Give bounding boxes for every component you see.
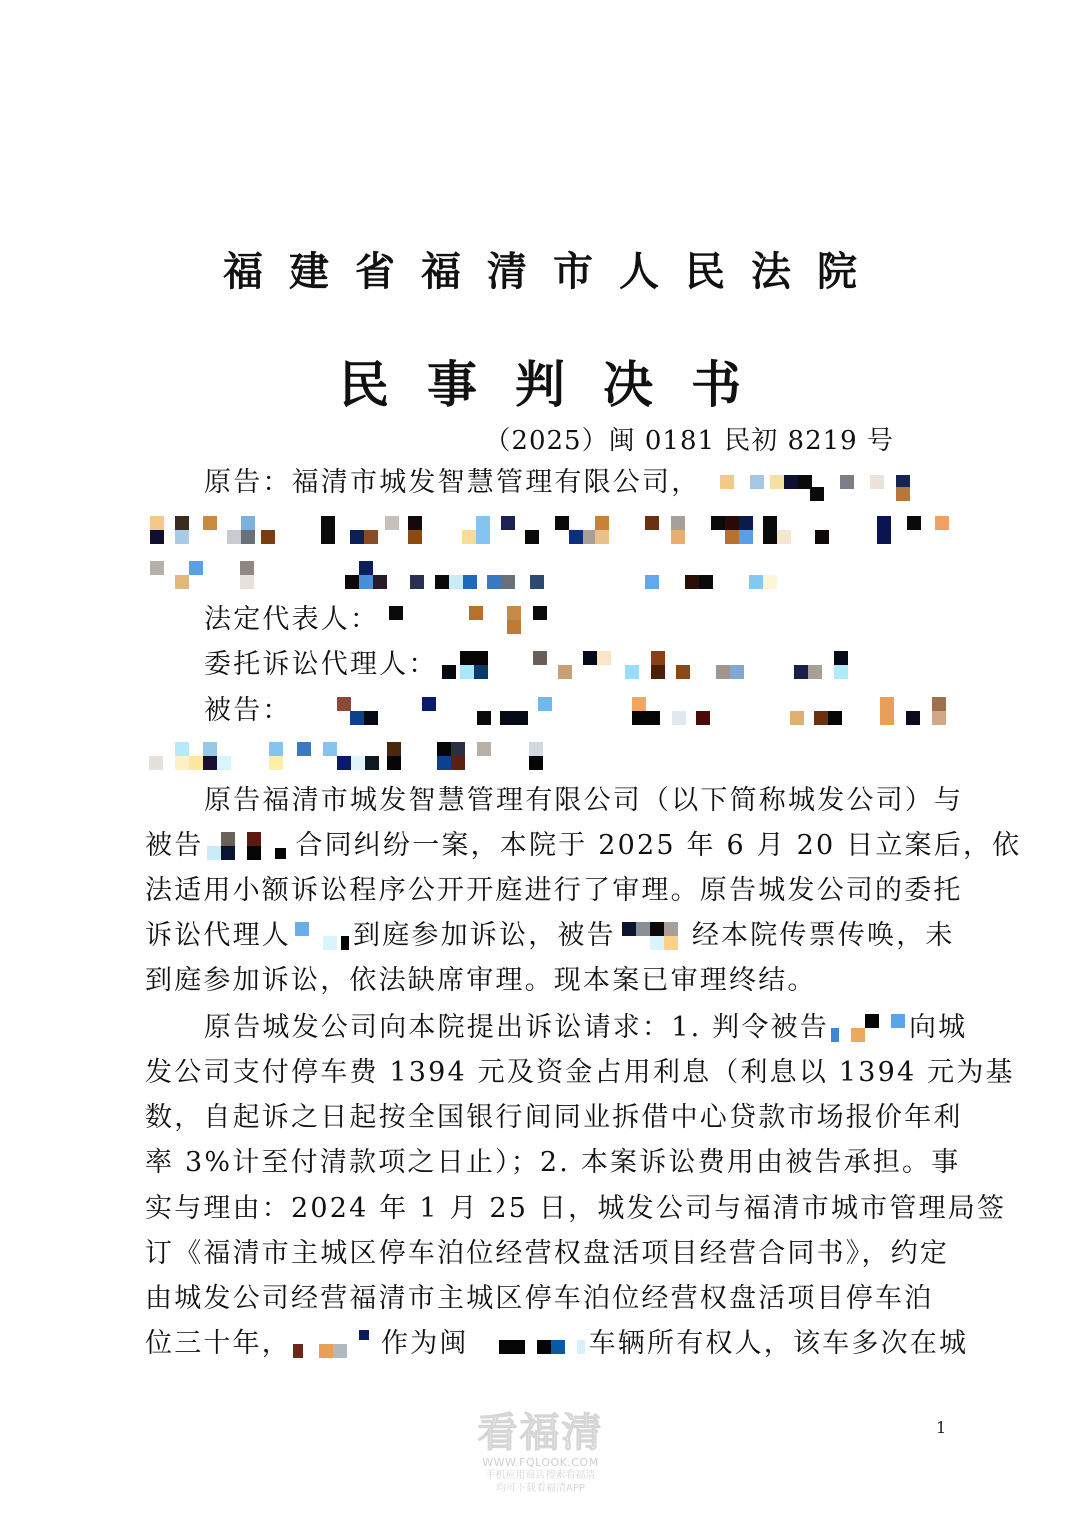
watermark-url: WWW.FQLOOK.COM <box>482 1456 599 1469</box>
text-segment: 作为闽 <box>381 1328 469 1359</box>
legal-representative-line <box>204 597 1004 642</box>
paragraph-2-line-4: 率 3%计至付清款项之日止）；2. 本案诉讼费用由被告承担。事 <box>145 1147 961 1178</box>
document-type-title: 民事判决书 <box>339 355 779 414</box>
paragraph-2-line-7: 由城发公司经营福清市主城区停车泊位经营权盘活项目停车泊 <box>145 1283 934 1314</box>
plaintiff-address-redacted-2 <box>145 550 945 595</box>
redacted-block <box>469 1330 589 1360</box>
redacted-block <box>438 651 858 681</box>
agent-label: 委托诉讼代理人： <box>204 649 438 680</box>
plaintiff-name: 福清市城发智慧管理有限公司， <box>291 467 701 498</box>
paragraph-2-line-8 <box>145 1321 969 1366</box>
paragraph-2-line-6: 订《福清市主城区停车泊位经营权盘活项目经营合同书》，约定 <box>145 1238 950 1269</box>
redacted-block <box>145 559 795 589</box>
redacted-block <box>291 922 353 952</box>
plaintiff-label: 原告： <box>204 467 292 498</box>
paragraph-1-line-4 <box>145 913 955 958</box>
redacted-block <box>291 1330 381 1360</box>
text-segment: 到庭参加诉讼，被告 <box>353 920 616 951</box>
text-segment: 合同纠纷一案，本院于 2025 年 6 月 20 日立案后，依 <box>295 830 1022 861</box>
text-segment: 被告 <box>145 830 204 861</box>
text-segment: 经本院传票传唤，未 <box>691 920 955 951</box>
court-name: 福建省福清市人民法院 <box>223 248 883 295</box>
paragraph-1-line-2 <box>145 823 1022 868</box>
page-number: 1 <box>936 1418 947 1437</box>
text-segment: 诉讼代理人 <box>145 920 291 951</box>
defendant-info-redacted <box>145 733 945 778</box>
text-segment: 向城 <box>908 1012 968 1043</box>
legal-rep-label: 法定代表人： <box>204 604 380 635</box>
redacted-block <box>616 922 692 952</box>
plaintiff-address-redacted <box>145 505 945 550</box>
paragraph-2-line-2: 发公司支付停车费 1394 元及资金占用利息（利息以 1394 元为基 <box>145 1057 1015 1088</box>
paragraph-1-line-1: 原告福清市城发智慧管理有限公司（以下简称城发公司）与 <box>204 785 964 816</box>
redacted-block <box>292 697 952 727</box>
defendant-label: 被告： <box>204 695 292 726</box>
text-segment: 车辆所有权人，该车多次在城 <box>588 1328 969 1359</box>
paragraph-2-line-1 <box>204 1005 1004 1050</box>
redacted-block <box>145 514 945 544</box>
redacted-block <box>379 606 559 636</box>
redacted-block <box>700 469 920 499</box>
plaintiff-line <box>204 460 1004 505</box>
paragraph-1-line-5: 到庭参加诉讼，依法缺席审理。现本案已审理终结。 <box>145 965 817 996</box>
litigation-agent-line <box>204 642 1004 687</box>
redacted-block <box>145 742 565 772</box>
text-segment: 原告城发公司向本院提出诉讼请求：1. 判令被告 <box>204 1012 829 1043</box>
watermark-line-2: 均可下载看福清APP <box>496 1483 585 1494</box>
redacted-block <box>203 832 295 862</box>
defendant-line <box>204 688 1004 733</box>
text-segment: 位三十年， <box>145 1328 291 1359</box>
redacted-block <box>829 1014 909 1044</box>
paragraph-1-line-3: 法适用小额诉讼程序公开开庭进行了审理。原告城发公司的委托 <box>145 875 963 906</box>
watermark-line-1: 手机应用商店搜索看福清 <box>485 1470 596 1481</box>
watermark-logo: 看福清 <box>477 1410 604 1456</box>
paragraph-2-line-5: 实与理由：2024 年 1 月 25 日，城发公司与福清市城市管理局签 <box>145 1193 1007 1224</box>
paragraph-2-line-3: 数，自起诉之日起按全国银行间同业拆借中心贷款市场报价年利 <box>145 1102 963 1133</box>
case-number: （2025）闽 0181 民初 8219 号 <box>484 426 894 456</box>
watermark <box>468 1410 613 1495</box>
